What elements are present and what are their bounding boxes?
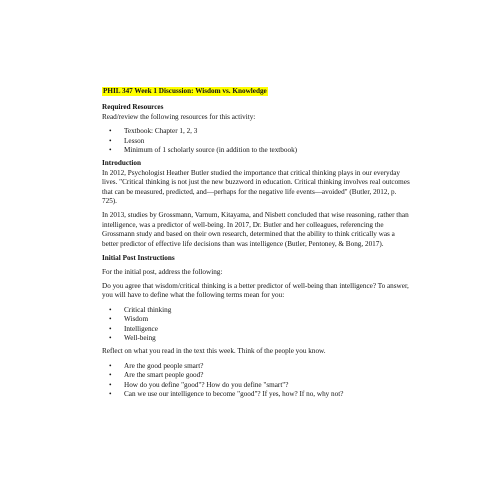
list-item-text: Lesson: [124, 136, 145, 145]
list-item: [109, 146, 410, 155]
list-item-text: Wisdom: [124, 315, 149, 324]
required-resources-list: [102, 127, 410, 155]
list-item-text: Well-being: [124, 333, 156, 342]
introduction-paragraph-1: In 2012, Psychologist Heather Butler studied the importance that critical thinking plays in our everyday lives. "Critical thinking is not just the new buzzword in education. Critical thinking involves real outcomes that can be measured, predicted, and—perhaps for the negative life events—avoided" (Butler, 2012, p. 725).: [102, 168, 410, 206]
list-item-text: Textbook: Chapter 1, 2, 3: [124, 127, 198, 136]
list-item-text: Critical thinking: [124, 305, 172, 314]
introduction-heading: Introduction: [102, 159, 142, 168]
list-item: [109, 333, 410, 343]
list-item: [109, 380, 410, 390]
required-resources-intro: Read/review the following resources for this activity:: [102, 112, 256, 121]
list-item: [109, 136, 410, 146]
required-resources-heading: Required Resources: [102, 103, 164, 112]
reflect-instruction: Reflect on what you read in the text this week. Think of the people you know.: [102, 347, 326, 356]
bullet-icon: •: [109, 361, 112, 370]
list-item-text: Are the smart people good?: [124, 371, 204, 380]
list-item: [109, 324, 410, 334]
list-item-text: Minimum of 1 scholarly source (in addition to the textbook): [124, 146, 298, 155]
introduction-paragraph-2: In 2013, studies by Grossmann, Varnum, Kitayama, and Nisbett concluded that wise reasoning, rather than intelligence, was a predictor of well-being. In 2017, Dr. Butler and her colleagues, referencing the Grossmann study and based on their own research, determined that the ability to think critically was a better predictor of effective life decisions than was intelligence (Butler, Pentoney, & Bong, 2017).: [102, 211, 409, 248]
bullet-icon: •: [109, 389, 112, 398]
bullet-icon: •: [109, 127, 112, 136]
list-item: [109, 127, 410, 136]
bullet-icon: •: [109, 333, 112, 342]
bullet-icon: •: [109, 371, 112, 380]
bullet-icon: •: [109, 305, 112, 314]
list-item-text: Are the good people smart?: [124, 361, 204, 370]
bullet-icon: •: [109, 380, 112, 389]
list-item: [109, 305, 410, 315]
terms-list: [102, 306, 410, 344]
bullet-icon: •: [109, 136, 112, 145]
initial-post-heading: Initial Post Instructions: [102, 254, 175, 263]
list-item: [109, 361, 410, 371]
list-item-text: How do you define "good"? How do you define "smart"?: [124, 380, 289, 389]
bullet-icon: •: [109, 324, 112, 333]
list-item: [109, 389, 410, 399]
initial-post-instruction: For the initial post, address the following:: [102, 267, 223, 276]
list-item: [109, 315, 410, 324]
initial-post-question: Do you agree that wisdom/critical thinking is a better predictor of well-being than intelligence? To answer, you will have to define what the following terms mean for you:: [102, 281, 409, 300]
list-item-text: Can we use our intelligence to become "good"? If yes, how? If no, why not?: [124, 389, 344, 398]
bullet-icon: •: [109, 146, 112, 155]
list-item-text: Intelligence: [124, 324, 158, 333]
bullet-icon: •: [109, 315, 112, 324]
list-item: [109, 371, 410, 380]
questions-list: [102, 362, 410, 400]
document-title: PHIL 347 Week 1 Discussion: Wisdom vs. Knowledge: [103, 87, 267, 95]
